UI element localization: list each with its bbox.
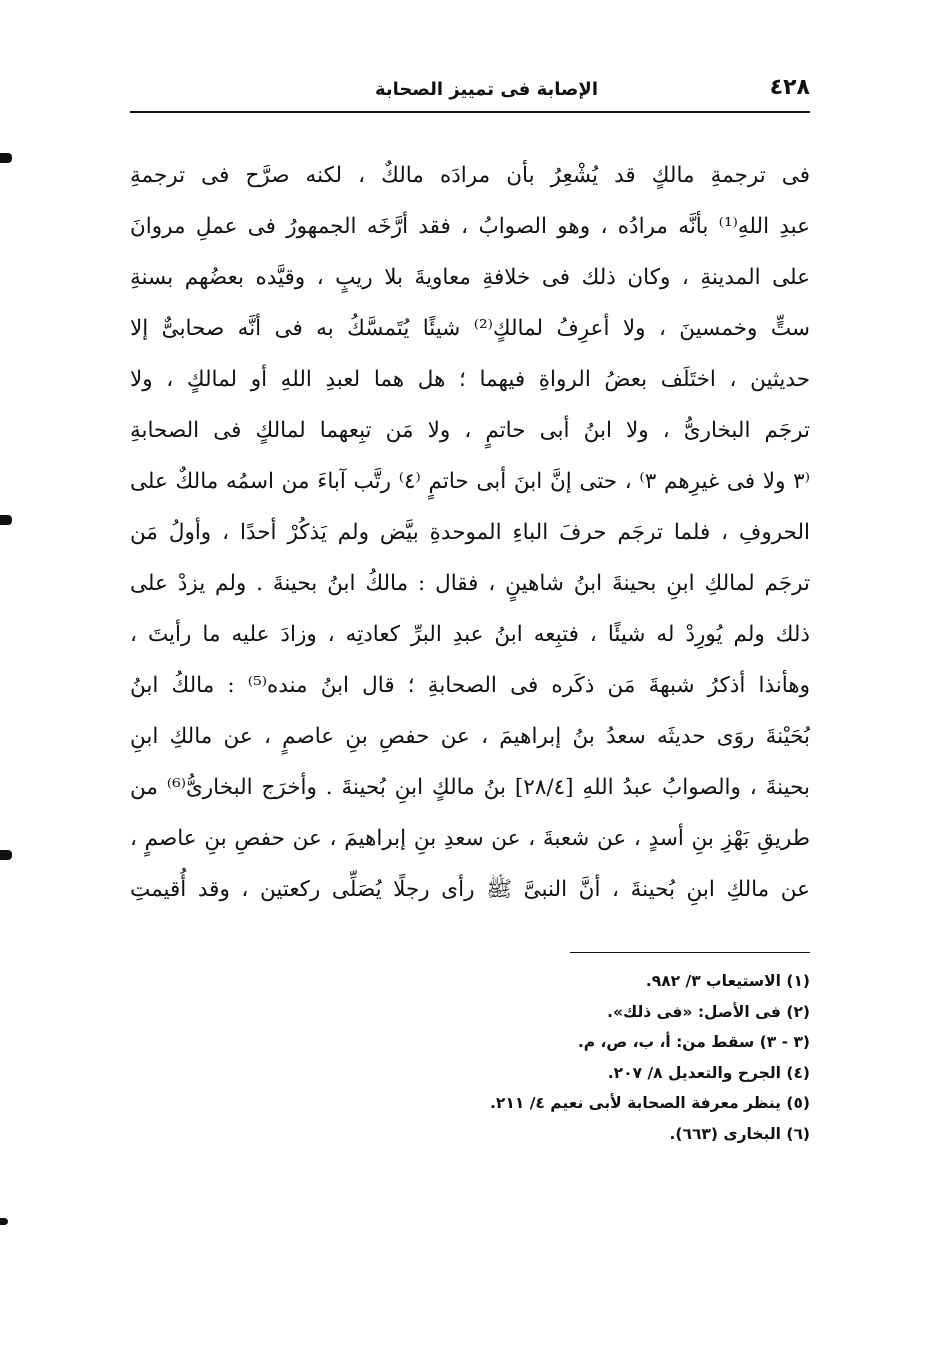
footnote-1: (١) الاستيعاب ٣/ ٩٨٢. — [645, 972, 810, 990]
text-line: بحينةَ ، والصوابُ عبدُ اللهِ [٢٨/٤] بنُ مالكٍ ابنِ بُحينةَ . وأخرَج البخارىُّ⁽⁶⁾ من — [130, 775, 810, 800]
footnote-2: (٢) فى الأصل: «فى ذلك». — [607, 1002, 810, 1021]
text-line: بُحَيْنةَ روَى حديثَه سعدُ بنُ إبراهيمَ ، عن حفصِ بنِ عاصمٍ ، عن مالكِ ابنِ — [130, 724, 810, 749]
footnote-rule — [570, 952, 810, 953]
footnotes — [130, 966, 810, 1150]
text-line: طريقِ بَهْزِ بنِ أسدٍ ، عن شعبةَ ، عن سعدِ بنِ إبراهيمَ ، عن حفصِ بنِ عاصمٍ ، — [130, 826, 810, 851]
margin-mark — [0, 850, 12, 860]
margin-mark — [0, 1218, 8, 1225]
footnote-3: (٣ - ٣) سقط من: أ، ب، ص، م. — [577, 1033, 810, 1052]
text-line: ⁽٣ ولا فى غيرِهم ٣⁾ ، حتى إنَّ ابنَ أبى حاتمٍ ⁽٤⁾ رتَّب آباءَ من اسمُه مالكٌ على — [130, 469, 810, 494]
text-line: ذلك ولم يُورِدْ له شيئًا ، فتبِعه ابنُ عبدِ البرِّ كعادتِه ، وزادَ عليه ما رأيتَ ، — [130, 622, 810, 647]
footnote-6: (٦) البخارى (٦٦٣). — [669, 1124, 810, 1143]
text-line: وهأنذا أذكرُ شبهةَ مَن ذكَره فى الصحابةِ ؛ قال ابنُ منده⁽⁵⁾ : مالكُ ابنُ — [130, 673, 810, 698]
page-header — [130, 62, 810, 100]
text-line: ترجَم لمالكِ ابنِ بحينةَ ابنُ شاهينٍ ، فقال : مالكُ ابنُ بحينةَ . ولم يزدْ على — [130, 571, 810, 596]
footnote-4: (٤) الجرح والتعديل ٨/ ٢٠٧. — [607, 1063, 810, 1082]
text-line: على المدينةِ ، وكان ذلك فى خلافةِ معاويةَ بلا ريبٍ ، وقيَّده بعضُهم بسنةِ — [130, 265, 810, 290]
page-number: ٤٢٨ — [769, 75, 810, 100]
margin-mark — [0, 515, 12, 525]
text-line: ترجَم البخارىُّ ، ولا ابنُ أبى حاتمٍ ، ولا مَن تبِعهما لمالكٍ فى الصحابةِ — [130, 418, 810, 443]
footnote-5: (٥) ينظر معرفة الصحابة لأبى نعيم ٤/ ٢١١. — [490, 1094, 810, 1113]
main-text — [130, 150, 810, 915]
running-title: الإصابة فى تمييز الصحابة — [375, 79, 598, 100]
text-line: عن مالكِ ابنِ بُحينةَ ، أنَّ النبىَّ ﷺ رأى رجلًا يُصَلِّى ركعتين ، وقد أُقيمتِ — [130, 877, 810, 902]
text-line: الحروفِ ، فلما ترجَم حرفَ الباءِ الموحدةِ بيَّض ولم يَذكُرْ أحدًا ، وأولُ مَن — [130, 520, 810, 545]
text-line: حديثين ، اختَلَف بعضُ الرواةِ فيهما ؛ هل هما لعبدِ اللهِ أو لمالكٍ ، ولا — [130, 367, 810, 392]
text-line: فى ترجمةِ مالكٍ قد يُشْعِرُ بأن مرادَه مالكٌ ، لكنه صرَّح فى ترجمةِ — [130, 163, 810, 188]
header-rule — [130, 111, 810, 113]
text-line: عبدِ اللهِ⁽¹⁾ بأنَّه مرادُه ، وهو الصوابُ ، فقد أرَّخَه الجمهورُ فى عملِ مروانَ — [130, 214, 810, 239]
margin-mark — [0, 153, 12, 163]
text-line: ستٍّ وخمسينَ ، ولا أعرِفُ لمالكٍ⁽²⁾ شيئًا يُتَمسَّكُ به فى أنَّه صحابىٌّ إلا — [130, 316, 810, 341]
